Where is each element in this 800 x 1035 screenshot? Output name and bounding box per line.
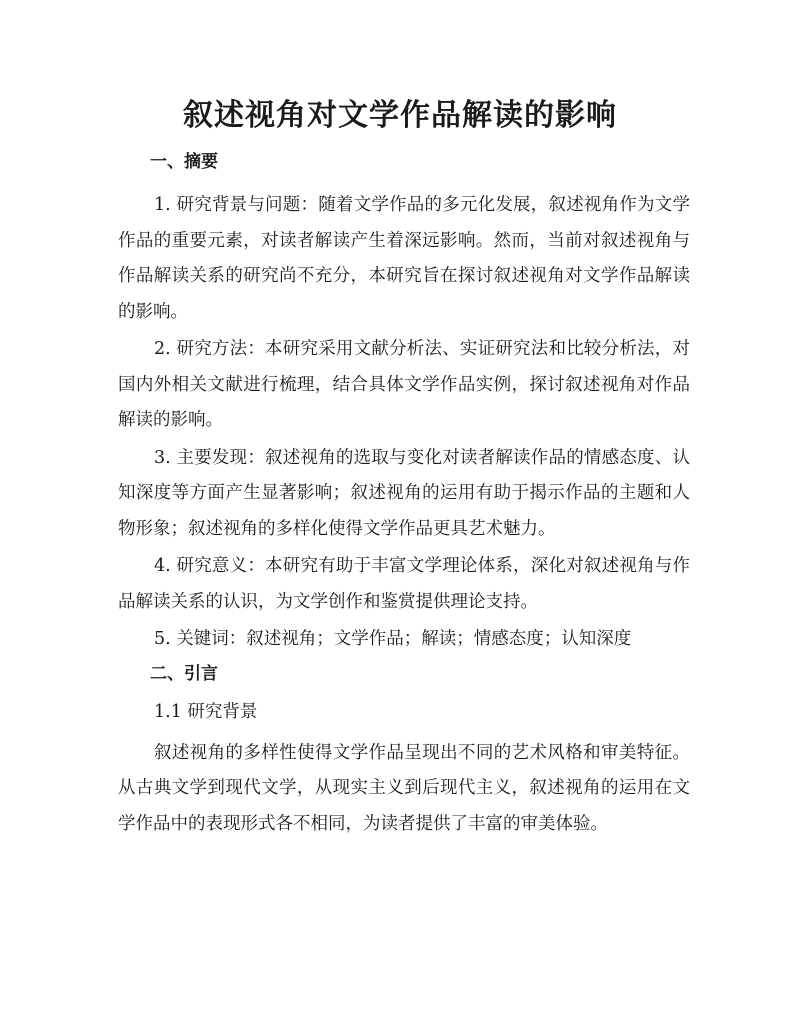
document-title: 叙述视角对文学作品解读的影响	[183, 98, 617, 133]
document-body	[118, 150, 690, 844]
intro-heading: 二、引言	[150, 663, 218, 684]
abstract-item-significance: 4. 研究意义：本研究有助于丰富文学理论体系，深化对叙述视角与作品解读关系的认识，为文学创作和鉴赏提供理论支持。	[118, 556, 690, 612]
abstract-item-background: 1. 研究背景与问题：随着文学作品的多元化发展，叙述视角作为文学作品的重要元素，对读者解读产生着深远影响。然而，当前对叙述视角与作品解读关系的研究尚不充分，本研究旨在探讨叙述视角对文学作品解读的影响。	[118, 195, 690, 322]
intro-paragraph: 叙述视角的多样性使得文学作品呈现出不同的艺术风格和审美特征。从古典文学到现代文学，从现实主义到后现代主义，叙述视角的运用在文学作品中的表现形式各不相同，为读者提供了丰富的审美体验。	[118, 742, 690, 834]
intro-sub-heading: 1.1 研究背景	[154, 701, 258, 722]
abstract-item-findings: 3. 主要发现：叙述视角的选取与变化对读者解读作品的情感态度、认知深度等方面产生显著影响；叙述视角的运用有助于揭示作品的主题和人物形象；叙述视角的多样化使得文学作品更具艺术魅力。	[118, 447, 690, 539]
abstract-heading: 一、摘要	[150, 152, 218, 172]
abstract-item-keywords: 5. 关键词：叙述视角；文学作品；解读；情感态度；认知深度	[154, 629, 632, 649]
abstract-item-method: 2. 研究方法：本研究采用文献分析法、实证研究法和比较分析法，对国内外相关文献进行梳理，结合具体文学作品实例，探讨叙述视角对作品解读的影响。	[118, 339, 690, 430]
